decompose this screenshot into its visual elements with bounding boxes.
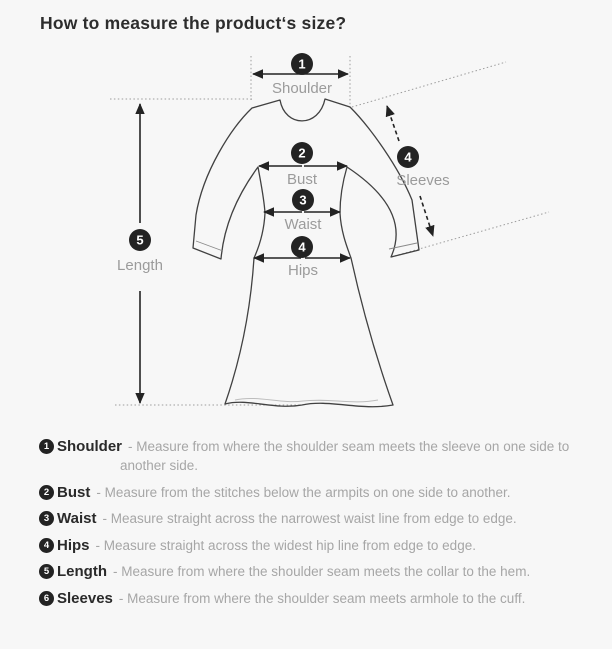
- legend-badge-1: 1: [39, 439, 54, 454]
- legend-item-bust: [39, 483, 602, 502]
- legend-term: Waist: [57, 510, 97, 527]
- legend-desc: - Measure from where the shoulder seam meets the sleeve on one side to another side.: [120, 439, 570, 473]
- legend-term: Hips: [57, 536, 90, 554]
- hem-wave: [235, 398, 378, 401]
- cuff-seam-left: [196, 241, 223, 251]
- label-bust: Bust: [286, 171, 318, 188]
- svg-text:3: 3: [299, 192, 307, 208]
- badge-shoulder: [291, 53, 313, 75]
- legend-badge-5: 5: [39, 564, 54, 579]
- legend-desc: - Measure from where the shoulder seam meets armhole to the cuff.: [118, 590, 526, 606]
- guide-lines: [110, 56, 549, 405]
- label-length: Length: [117, 257, 163, 274]
- legend-term: Sleeves: [57, 589, 113, 607]
- label-hips: Hips: [287, 262, 319, 279]
- legend-badge-4: 4: [39, 538, 54, 553]
- legend-desc: - Measure from the stitches below the armpits on one side to another.: [96, 484, 511, 500]
- legend-desc: - Measure straight across the widest hip line from edge to edge.: [95, 537, 476, 553]
- legend-term: Shoulder: [57, 438, 123, 455]
- label-sleeves: Sleeves: [396, 172, 450, 189]
- legend-item-sleeves: [39, 589, 602, 608]
- page-title: How to measure the product‘s size?: [40, 13, 347, 33]
- legend-item-length: [39, 562, 602, 581]
- badge-bust: [291, 142, 313, 164]
- svg-text:4: 4: [298, 239, 306, 255]
- measurement-legend: [39, 437, 602, 615]
- legend-item-shoulder: [39, 437, 602, 475]
- legend-term: Length: [57, 563, 107, 580]
- badge-sleeves: [397, 146, 419, 168]
- legend-badge-6: 6: [39, 591, 54, 606]
- label-shoulder: Shoulder: [271, 80, 333, 97]
- svg-text:5: 5: [136, 232, 144, 248]
- svg-text:4: 4: [404, 149, 412, 165]
- svg-text:2: 2: [298, 145, 306, 161]
- badge-hips: [291, 236, 313, 258]
- label-waist: Waist: [284, 216, 322, 233]
- legend-item-hips: [39, 536, 602, 555]
- cuff-seam-right: [389, 243, 417, 249]
- measurement-diagram: [0, 44, 612, 424]
- legend-desc: - Measure straight across the narrowest waist line from edge to edge.: [102, 511, 517, 526]
- legend-badge-3: 3: [39, 511, 54, 526]
- badge-waist: [292, 189, 314, 211]
- measurement-arrows: [140, 74, 433, 403]
- legend-desc: - Measure from where the shoulder seam meets the collar to the hem.: [113, 564, 531, 579]
- legend-badge-2: 2: [39, 485, 54, 500]
- legend-item-waist: [39, 509, 602, 528]
- svg-text:1: 1: [298, 56, 306, 72]
- badge-length: [129, 229, 151, 251]
- legend-term: Bust: [57, 483, 91, 501]
